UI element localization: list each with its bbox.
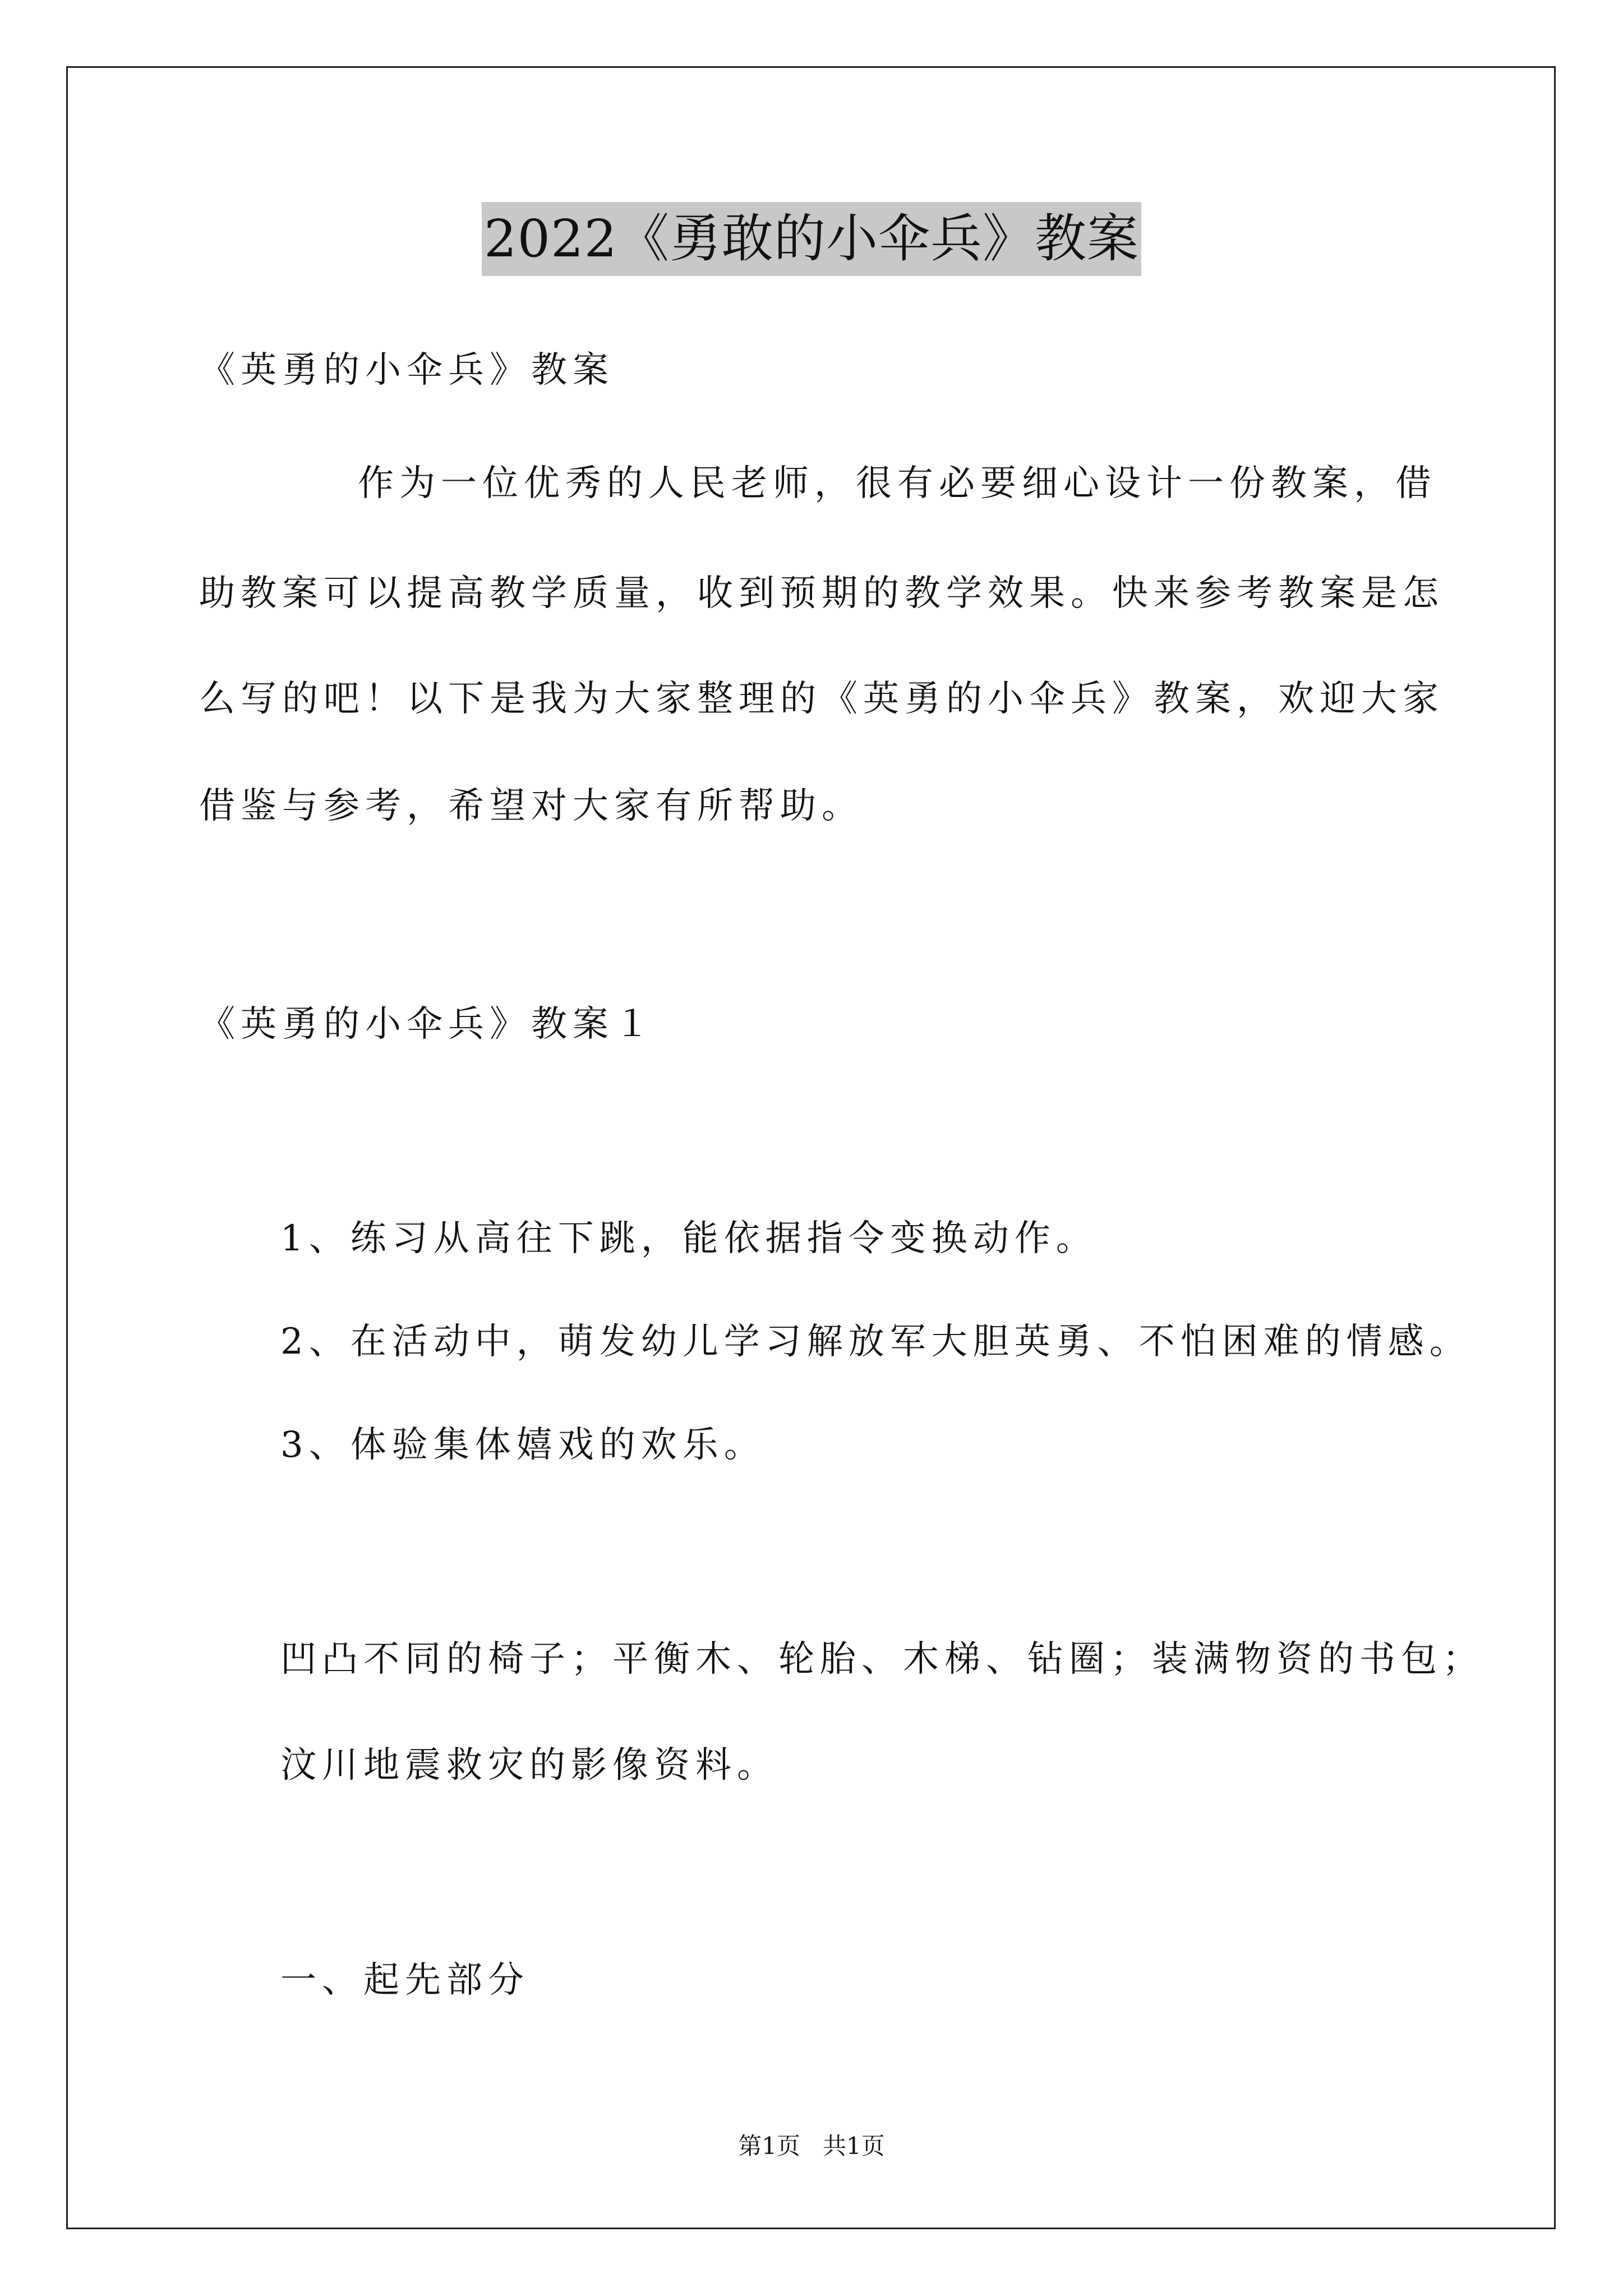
goal-item-1: 1、练习从高往下跳，能依据指令变换动作。 xyxy=(280,1218,1098,1259)
section1-heading: 《英勇的小伞兵》教案１ xyxy=(199,1004,656,1045)
materials-line-2: 汶川地震救灾的影像资料。 xyxy=(280,1745,778,1786)
page-footer: 第1页 共1页 xyxy=(738,2132,885,2160)
materials-line-1: 凹凸不同的椅子；平衡木、轮胎、木梯、钻圈；装满物资的书包； xyxy=(280,1639,1484,1680)
goal-item-3: 3、体验集体嬉戏的欢乐。 xyxy=(280,1424,766,1466)
intro-line-3: 么写的吧！以下是我为大家整理的《英勇的小伞兵》教案，欢迎大家 xyxy=(199,678,1444,720)
goal-item-2: 2、在活动中，萌发幼儿学习解放军大胆英勇、不怕困难的情感。 xyxy=(280,1321,1471,1363)
intro-line-2: 助教案可以提高教学质量，收到预期的教学效果。快来参考教案是怎 xyxy=(199,573,1444,614)
part-heading: 一、起先部分 xyxy=(280,1959,529,2001)
intro-line-4: 借鉴与参考，希望对大家有所帮助。 xyxy=(199,785,863,827)
document-subtitle: 《英勇的小伞兵》教案 xyxy=(199,349,614,391)
title-container xyxy=(0,202,1623,276)
intro-line-1: 作为一位优秀的人民老师，很有必要细心设计一份教案，借 xyxy=(358,463,1437,504)
document-title: 2022《勇敢的小伞兵》教案 xyxy=(482,202,1141,276)
